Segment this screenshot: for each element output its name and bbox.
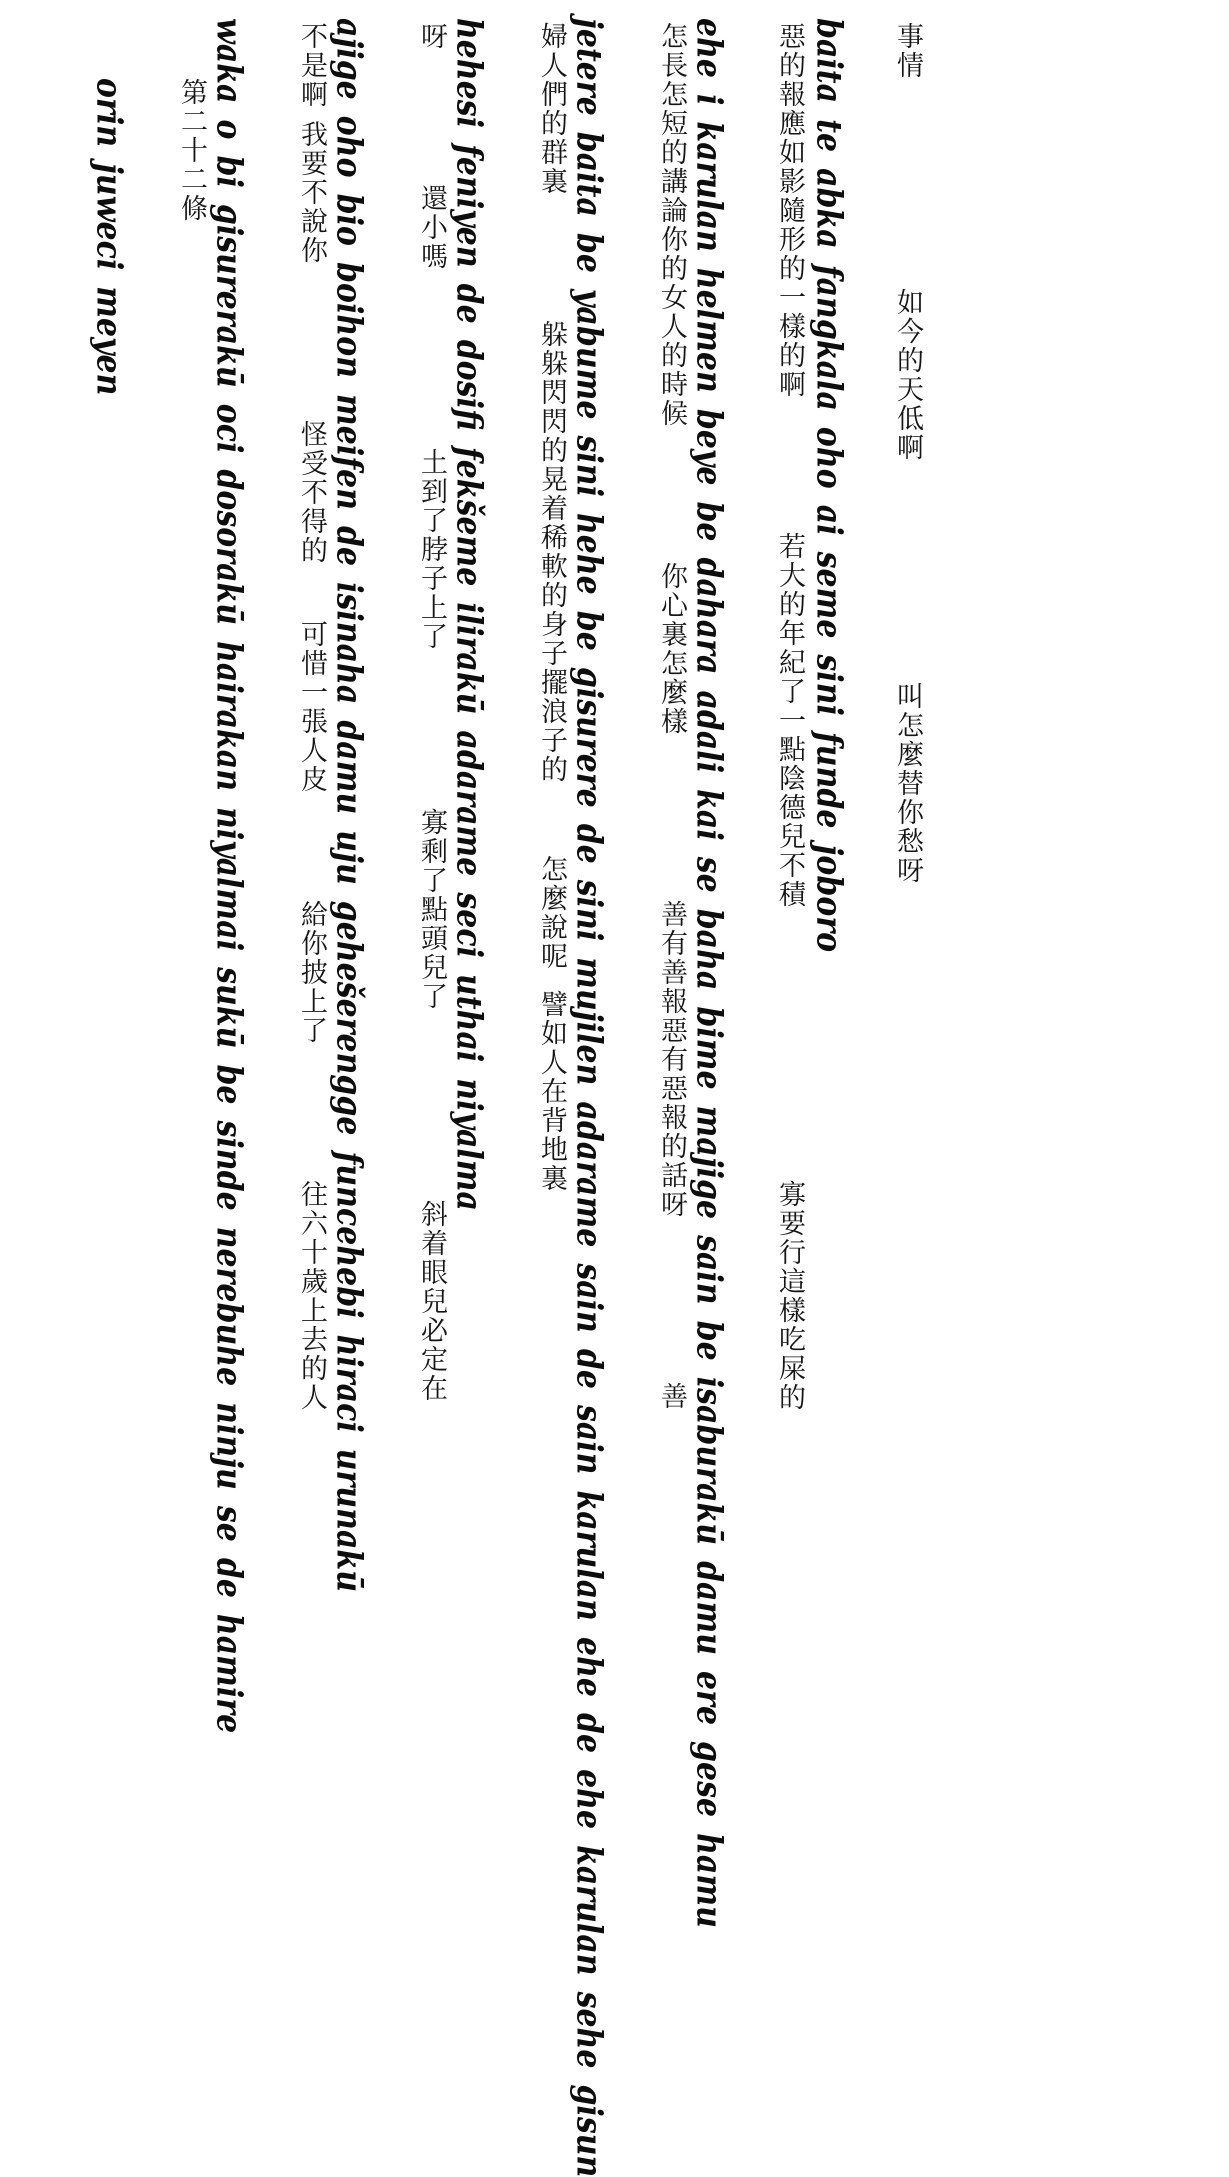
manchu-word: ajige bbox=[328, 18, 370, 100]
manchu-word: sain bbox=[568, 1404, 610, 1475]
manchu-word: de bbox=[568, 1713, 610, 1754]
manchu-word: ere bbox=[688, 1671, 730, 1726]
manchu-word: o bbox=[208, 119, 250, 140]
manchu-word: beye bbox=[688, 408, 730, 486]
manchu-word: baita bbox=[808, 18, 850, 104]
manchu-word: fekšeme bbox=[448, 446, 490, 587]
manchu-word: yabume bbox=[568, 288, 610, 420]
manchu-word: hamire bbox=[208, 1613, 250, 1734]
manchu-word: niyalmai bbox=[208, 807, 250, 952]
manchu-word: gisurerakū bbox=[208, 203, 250, 388]
manchu-word: nerebuhe bbox=[208, 1226, 250, 1387]
manchu-word: de bbox=[448, 283, 490, 324]
gloss-text: 惡的報應如影隨形的一樣的啊 bbox=[774, 22, 805, 399]
manchu-word: majige bbox=[688, 1105, 730, 1220]
manchu-word: sain bbox=[568, 1263, 610, 1333]
gloss-text: 怎長怎短的講論你的女人的時候 bbox=[656, 22, 687, 428]
manchu-word: gisurere bbox=[568, 666, 610, 808]
gloss-text: 寡要行這樣吃屎的 bbox=[774, 1180, 805, 1412]
manchu-word: oho bbox=[328, 115, 370, 178]
manchu-word: funcehebi bbox=[328, 1151, 370, 1319]
manchu-word: adarame bbox=[448, 730, 490, 877]
manchu-word: juweci bbox=[88, 163, 130, 271]
manchu-word: hairakan bbox=[208, 641, 250, 792]
manchu-word: urunakū bbox=[328, 1448, 370, 1593]
gloss-text: 土到了脖子上了 bbox=[416, 448, 447, 651]
manchu-word: sain bbox=[688, 1235, 730, 1305]
manchu-word: bime bbox=[688, 1006, 730, 1090]
manchu-word: baita bbox=[568, 131, 610, 217]
manchu-word: bio bbox=[328, 193, 370, 246]
manchu-word: de bbox=[208, 1557, 250, 1598]
manchu-word: damu bbox=[328, 720, 370, 815]
gloss-text: 不是啊 bbox=[296, 22, 327, 109]
manchu-word: adali bbox=[688, 690, 730, 774]
manchu-word: ai bbox=[808, 504, 850, 536]
manchu-word: be bbox=[688, 1320, 730, 1361]
gloss-text: 寡剩了點頭兒了 bbox=[416, 808, 447, 1011]
manchu-word: meyen bbox=[88, 286, 130, 396]
manchu-word: de bbox=[328, 526, 370, 567]
manchu-word: ehe bbox=[568, 1637, 610, 1697]
manchu-word: dosifi bbox=[448, 339, 490, 431]
gloss-text: 給你披上了 bbox=[296, 900, 327, 1045]
manchu-column-1 bbox=[800, 18, 858, 1008]
manchu-word: sehe bbox=[568, 1991, 610, 2069]
manchu-word: niyalma bbox=[448, 1078, 490, 1211]
manchu-word: isinaha bbox=[328, 582, 370, 705]
manchu-word: seci bbox=[448, 892, 490, 958]
manchu-word: dahara bbox=[688, 557, 730, 675]
manchu-word: damu bbox=[688, 1561, 730, 1656]
manchu-word: orin bbox=[88, 78, 130, 148]
manchu-word: gisun bbox=[568, 2084, 610, 2177]
manchu-column-6 bbox=[200, 18, 258, 1734]
manchu-word: be bbox=[568, 610, 610, 651]
manchu-word: fangkala bbox=[808, 264, 850, 411]
manchu-column-4 bbox=[440, 18, 498, 1398]
manchu-word: sini bbox=[808, 654, 850, 716]
manchu-word: mujilen bbox=[568, 957, 610, 1086]
manchu-column-7 bbox=[80, 78, 138, 396]
manchu-word: ehe bbox=[688, 18, 730, 78]
manchu-word: ilirakū bbox=[448, 602, 490, 715]
manchu-word: be bbox=[688, 501, 730, 542]
gloss-text: 往六十歲上去的人 bbox=[296, 1180, 327, 1412]
gloss-text: 善 bbox=[656, 1382, 687, 1411]
gloss-text: 婦人們的群裏 bbox=[536, 22, 567, 196]
gloss-text: 若大的年紀了一點陰德兒不積 bbox=[774, 532, 805, 909]
gloss-text: 善有善報惡有惡報的話呀 bbox=[656, 900, 687, 1219]
manchu-column-5 bbox=[320, 18, 378, 1593]
manchu-word: hehesi bbox=[448, 18, 490, 129]
manchu-column-2 bbox=[680, 18, 738, 1928]
manchu-word: sini bbox=[568, 435, 610, 497]
manchu-word: se bbox=[688, 856, 730, 893]
manchu-word: oci bbox=[208, 403, 250, 454]
manchu-word: sinde bbox=[208, 1120, 250, 1211]
manchu-word: hiraci bbox=[328, 1334, 370, 1433]
manchu-word: abka bbox=[808, 168, 850, 249]
manchu-word: karulan bbox=[688, 121, 730, 252]
manchu-word: i bbox=[688, 94, 730, 106]
gloss-text: 躲躲閃閃的晃着稀軟的身子擺浪子的 bbox=[536, 320, 567, 784]
section-number: 第二十二條 bbox=[176, 78, 207, 223]
manchu-word: gese bbox=[688, 1741, 730, 1818]
manchu-word: isaburakū bbox=[688, 1376, 730, 1546]
gloss-text: 呀 bbox=[416, 22, 447, 51]
gloss-text: 叫怎麼替你愁呀 bbox=[892, 682, 923, 885]
gloss-text: 斜着眼兒必定在 bbox=[416, 1200, 447, 1403]
manchu-word: feniyen bbox=[448, 144, 490, 268]
manchu-word: funde bbox=[808, 731, 850, 829]
manchu-word: seme bbox=[808, 551, 850, 639]
manchu-word: dosorakū bbox=[208, 469, 250, 626]
chinese-gloss-column-1 bbox=[888, 0, 928, 1638]
gloss-text: 我要不說你 bbox=[296, 120, 327, 265]
gloss-text: 事情 bbox=[892, 22, 923, 80]
manchu-word: oho bbox=[808, 426, 850, 489]
manchu-word: ehe bbox=[568, 1769, 610, 1830]
manchu-word: be bbox=[208, 1064, 250, 1105]
manchu-column-3 bbox=[560, 18, 618, 2177]
manchu-word: te bbox=[808, 119, 850, 153]
manchu-word: baha bbox=[688, 908, 730, 991]
manchu-word: joboro bbox=[808, 844, 850, 953]
gloss-text: 怪受不得的 bbox=[296, 420, 327, 565]
manchu-word: de bbox=[568, 823, 610, 864]
gloss-text: 可惜一張人皮 bbox=[296, 620, 327, 794]
gloss-text: 譬如人在背地裏 bbox=[536, 990, 567, 1193]
manchu-word: be bbox=[568, 232, 610, 273]
manchu-word: uthai bbox=[448, 974, 490, 1063]
manchu-word: uju bbox=[328, 830, 370, 885]
manchu-word: jetere bbox=[568, 18, 610, 116]
manchu-word: gehešerengge bbox=[328, 900, 370, 1136]
gloss-text: 你心裏怎麼樣 bbox=[656, 562, 687, 736]
manchu-word: de bbox=[568, 1348, 610, 1389]
manchu-word: karulan bbox=[568, 1845, 610, 1976]
manchu-word: meifen bbox=[328, 394, 370, 511]
manchu-word: hamu bbox=[688, 1833, 730, 1928]
manchu-word: karulan bbox=[568, 1490, 610, 1621]
manchu-word: sukū bbox=[208, 967, 250, 1049]
manchu-word: boihon bbox=[328, 262, 370, 379]
manchu-word: se bbox=[208, 1505, 250, 1542]
manchu-word: helmen bbox=[688, 267, 730, 393]
manchu-word: sini bbox=[568, 879, 610, 942]
manchu-word: kai bbox=[688, 789, 730, 841]
manchu-word: adarame bbox=[568, 1101, 610, 1248]
manchu-word: waka bbox=[208, 18, 250, 104]
manchu-word: hehe bbox=[568, 512, 610, 595]
gloss-text: 還小嗎 bbox=[416, 184, 447, 271]
manchu-word: bi bbox=[208, 155, 250, 188]
gloss-text: 如今的天低啊 bbox=[892, 288, 923, 462]
manchu-word: ninju bbox=[208, 1402, 250, 1490]
gloss-text: 怎麼說呢 bbox=[536, 855, 567, 971]
